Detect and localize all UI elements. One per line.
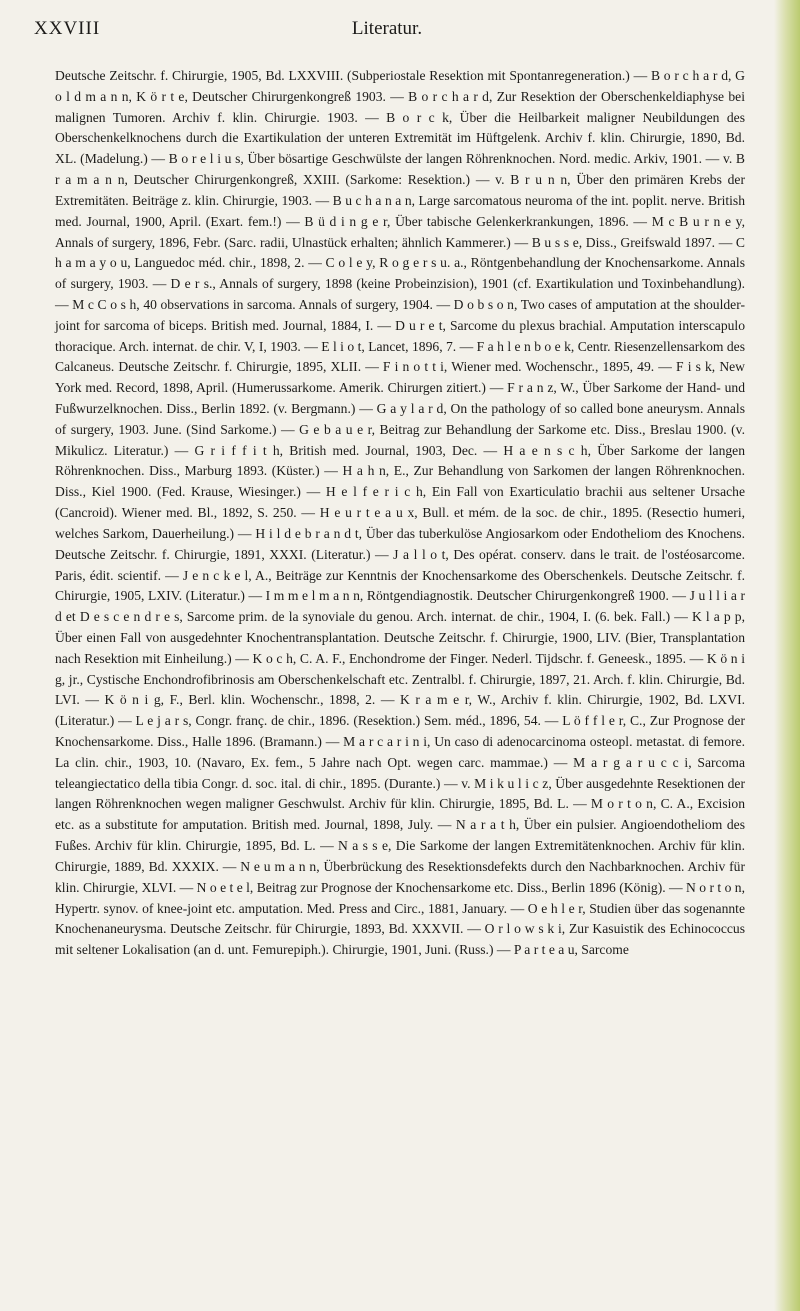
running-title: Literatur. xyxy=(351,18,423,39)
bibliography-paragraph: Deutsche Zeitschr. f. Chirurgie, 1905, Bd. LXXVIII. (Subperiostale Resektion mit Spontanregeneration.) — B o r c h a r d, G o l d m a n n, K ö r t e, Deutscher Chirurgenkongreß 1903. — B o r c h a r d, Zur Resektion der Oberschenkeldiaphyse bei malignen Tumoren. Archiv f. klin. Chirurgie. 1903. — B o r c k, Über die Heilbarkeit maligner Neubildungen des Oberschenkelknochens durch die Exartikulation der unteren Extremität im Hüftgelenk. Archiv f. klin. Chirurgie, 1890, Bd. XL. (Madelung.) — B o r e l i u s, Über bösartige Geschwülste der langen Röhrenknochen. Nord. medic. Arkiv, 1901. — v. B r a m a n n, Deutscher Chirurgenkongreß, XXIII. (Sarkome: Resektion.) — v. B r u n n, Über den primären Krebs der Extremitäten. Beiträge z. klin. Chirurgie, 1903. — B u c h a n a n, Large sarcomatous neuroma of the int. poplit. nerve. British med. Journal, 1900, April. (Exart. fem.!) — B ü d i n g e r, Über tabische Gelenkerkrankungen, 1896. — M c B u r n e y, Annals of surgery, 1896, Febr. (Sarc. radii, Ulnastück erhalten; ähnlich Kammerer.) — B u s s e, Diss., Greifswald 1897. — C h a m a y o u, Languedoc méd. chir., 1898, 2. — C o l e y, R o g e r s u. a., Röntgenbehandlung der Knochensarkome. Annals of surgery, 1903. — D e r s., Annals of surgery, 1898 (keine Probeinzision), 1901 (cf. Exartikulation und Toxinbehandlung). — M c C o s h, 40 observations in sarcoma. Annals of surgery, 1904. — D o b s o n, Two cases of amputation at the shoulder-joint for sarcoma of biceps. British med. Journal, 1884, I. — D u r e t, Sarcome du plexus brachial. Amputation interscapulo thoracique. Arch. internat. de chir. V, I, 1903. — E l i o t, Lancet, 1896, 7. — F a h l e n b o e k, Centr. Riesenzellensarkom des Calcaneus. Deutsche Zeitschr. f. Chirurgie, 1895, XLII. — F i n o t t i, Wiener med. Wochenschr., 1895, 49. — F i s k, New York med. Record, 1898, April. (Humerussarkome. Amerik. Chirurgen zitiert.) — F r a n z, W., Über Sarkome der Hand- und Fußwurzelknochen. Diss., Berlin 1892. (v. Bergmann.) — G a y l a r d, On the pathology of so called bone aneurysm. Annals of surgery, 1903. June. (Sind Sarkome.) — G e b a u e r, Beitrag zur Behandlung der Sarkome etc. Diss., Breslau 1900. (v. Mikulicz. Literatur.) — G r i f f i t h, British med. Journal, 1903, Dec. — H a e n s c h, Über Sarkome der langen Röhrenknochen. Diss., Marburg 1893. (Küster.) — H a h n, E., Zur Behandlung von Sarkomen der langen Röhrenknochen. Diss., Kiel 1900. (Fed. Krause, Wiesinger.) — H e l f e r i c h, Ein Fall von Exarticulatio brachii aus seltener Ursache (Cancroid). Wiener med. Bl., 1892, S. 250. — H e u r t e a u x, Bull. et mém. de la soc. de chir., 1895. (Resectio humeri, welches Sarkom, Dauerheilung.) — H i l d e b r a n d t, Über das tuberkulöse Angiosarkom oder Endotheliom des Knochens. Deutsche Zeitschr. f. Chirurgie, 1891, XXXI. (Literatur.) — J a l l o t, Des opérat. conserv. dans le trait. de l'ostéosarcome. Paris, édit. scientif. — J e n c k e l, A., Beiträge zur Kenntnis der Knochensarkome des Oberschenkels. Deutsche Zeitschr. f. Chirurgie, 1905, LXIV. (Literatur.) — I m m e l m a n n, Röntgendiagnostik. Deutscher Chirurgenkongreß 1900. — J u l l i a r d et D e s c e n d r e s, Sarcome prim. de la synoviale du genou. Arch. internat. de chir., 1904, I. (6. bek. Fall.) — K l a p p, Über einen Fall von ausgedehnter Knochentransplantation. Deutsche Zeitschr. f. Chirurgie, 1900, LIV. (Bier, Transplantation nach Resektion mit Einheilung.) — K o c h, C. A. F., Enchondrome der Finger. Nederl. Tijdschr. f. Geneesk., 1895. — K ö n i g, jr., Cystische Enchondrofibrinosis am Oberschenkelschaft etc. Zentralbl. f. Chirurgie, 1897, 21. Arch. f. klin. Chirurgie, Bd. LVI. — K ö n i g, F., Berl. klin. Wochenschr., 1898, 2. — K r a m e r, W., Archiv f. klin. Chirurgie, 1902, Bd. LXVI. (Literatur.) — L e j a r s, Congr. franç. de chir., 1896. (Resektion.) Sem. méd., 1896, 54. — L ö f f l e r, C., Zur Prognose der Knochensarkome. Diss., Halle 1896. (Bramann.) — M a r c a r i n i, Un caso di adenocarcinoma osteopl. metastat. di femore. La clin. chir., 1903, 10. (Navaro, Ex. fem., 5 Jahre nach Opt. wegen carc. mammae.) — M a r g a r u c c i, Sarcoma teleangiectatico della tibia Congr. d. soc. ital. di chir., 1895. (Durante.) — v. M i k u l i c z, Über ausgedehnte Resektionen der langen Röhrenknochen wegen maligner Geschwulst. Archiv für klin. Chirurgie, 1895, Bd. L. — M o r t o n, C. A., Excision etc. as a substitute for amputation. British med. Journal, 1898, July. — N a r a t h, Über ein pulsier. Angioendotheliom des Fußes. Archiv für klin. Chirurgie, 1895, Bd. L. — N a s s e, Die Sarkome der langen Extremitätenknochen. Archiv für klin. Chirurgie, 1889, Bd. XXXIX. — N e u m a n n, Überbrückung des Resektionsdefekts durch den Nachbarknochen. Archiv für klin. Chirurgie, XLVI. — N o e t e l, Beitrag zur Prognose der Knochensarkome etc. Diss., Berlin 1896 (König). — N o r t o n, Hypertr. synov. of knee-joint etc. amputation. Med. Press and Circ., 1881, January. — O e h l e r, Studien über das sogenannte Knochenaneurysma. Deutsche Zeitschr. für Chirurgie, 1893, Bd. XXXVII. — O r l o w s k i, Zur Kasuistik des Echinococcus mit seltener Lokalisation (an d. unt. Femurepiph.). Chirurgie, 1901, Juni. (Russ.) — P a r t e a u, Sarcome xyxy=(55,68,745,958)
page-edge-shadow xyxy=(774,0,800,1311)
page-header xyxy=(34,18,740,48)
page-number: XXVIII xyxy=(34,18,101,39)
bibliography-text xyxy=(55,66,745,961)
